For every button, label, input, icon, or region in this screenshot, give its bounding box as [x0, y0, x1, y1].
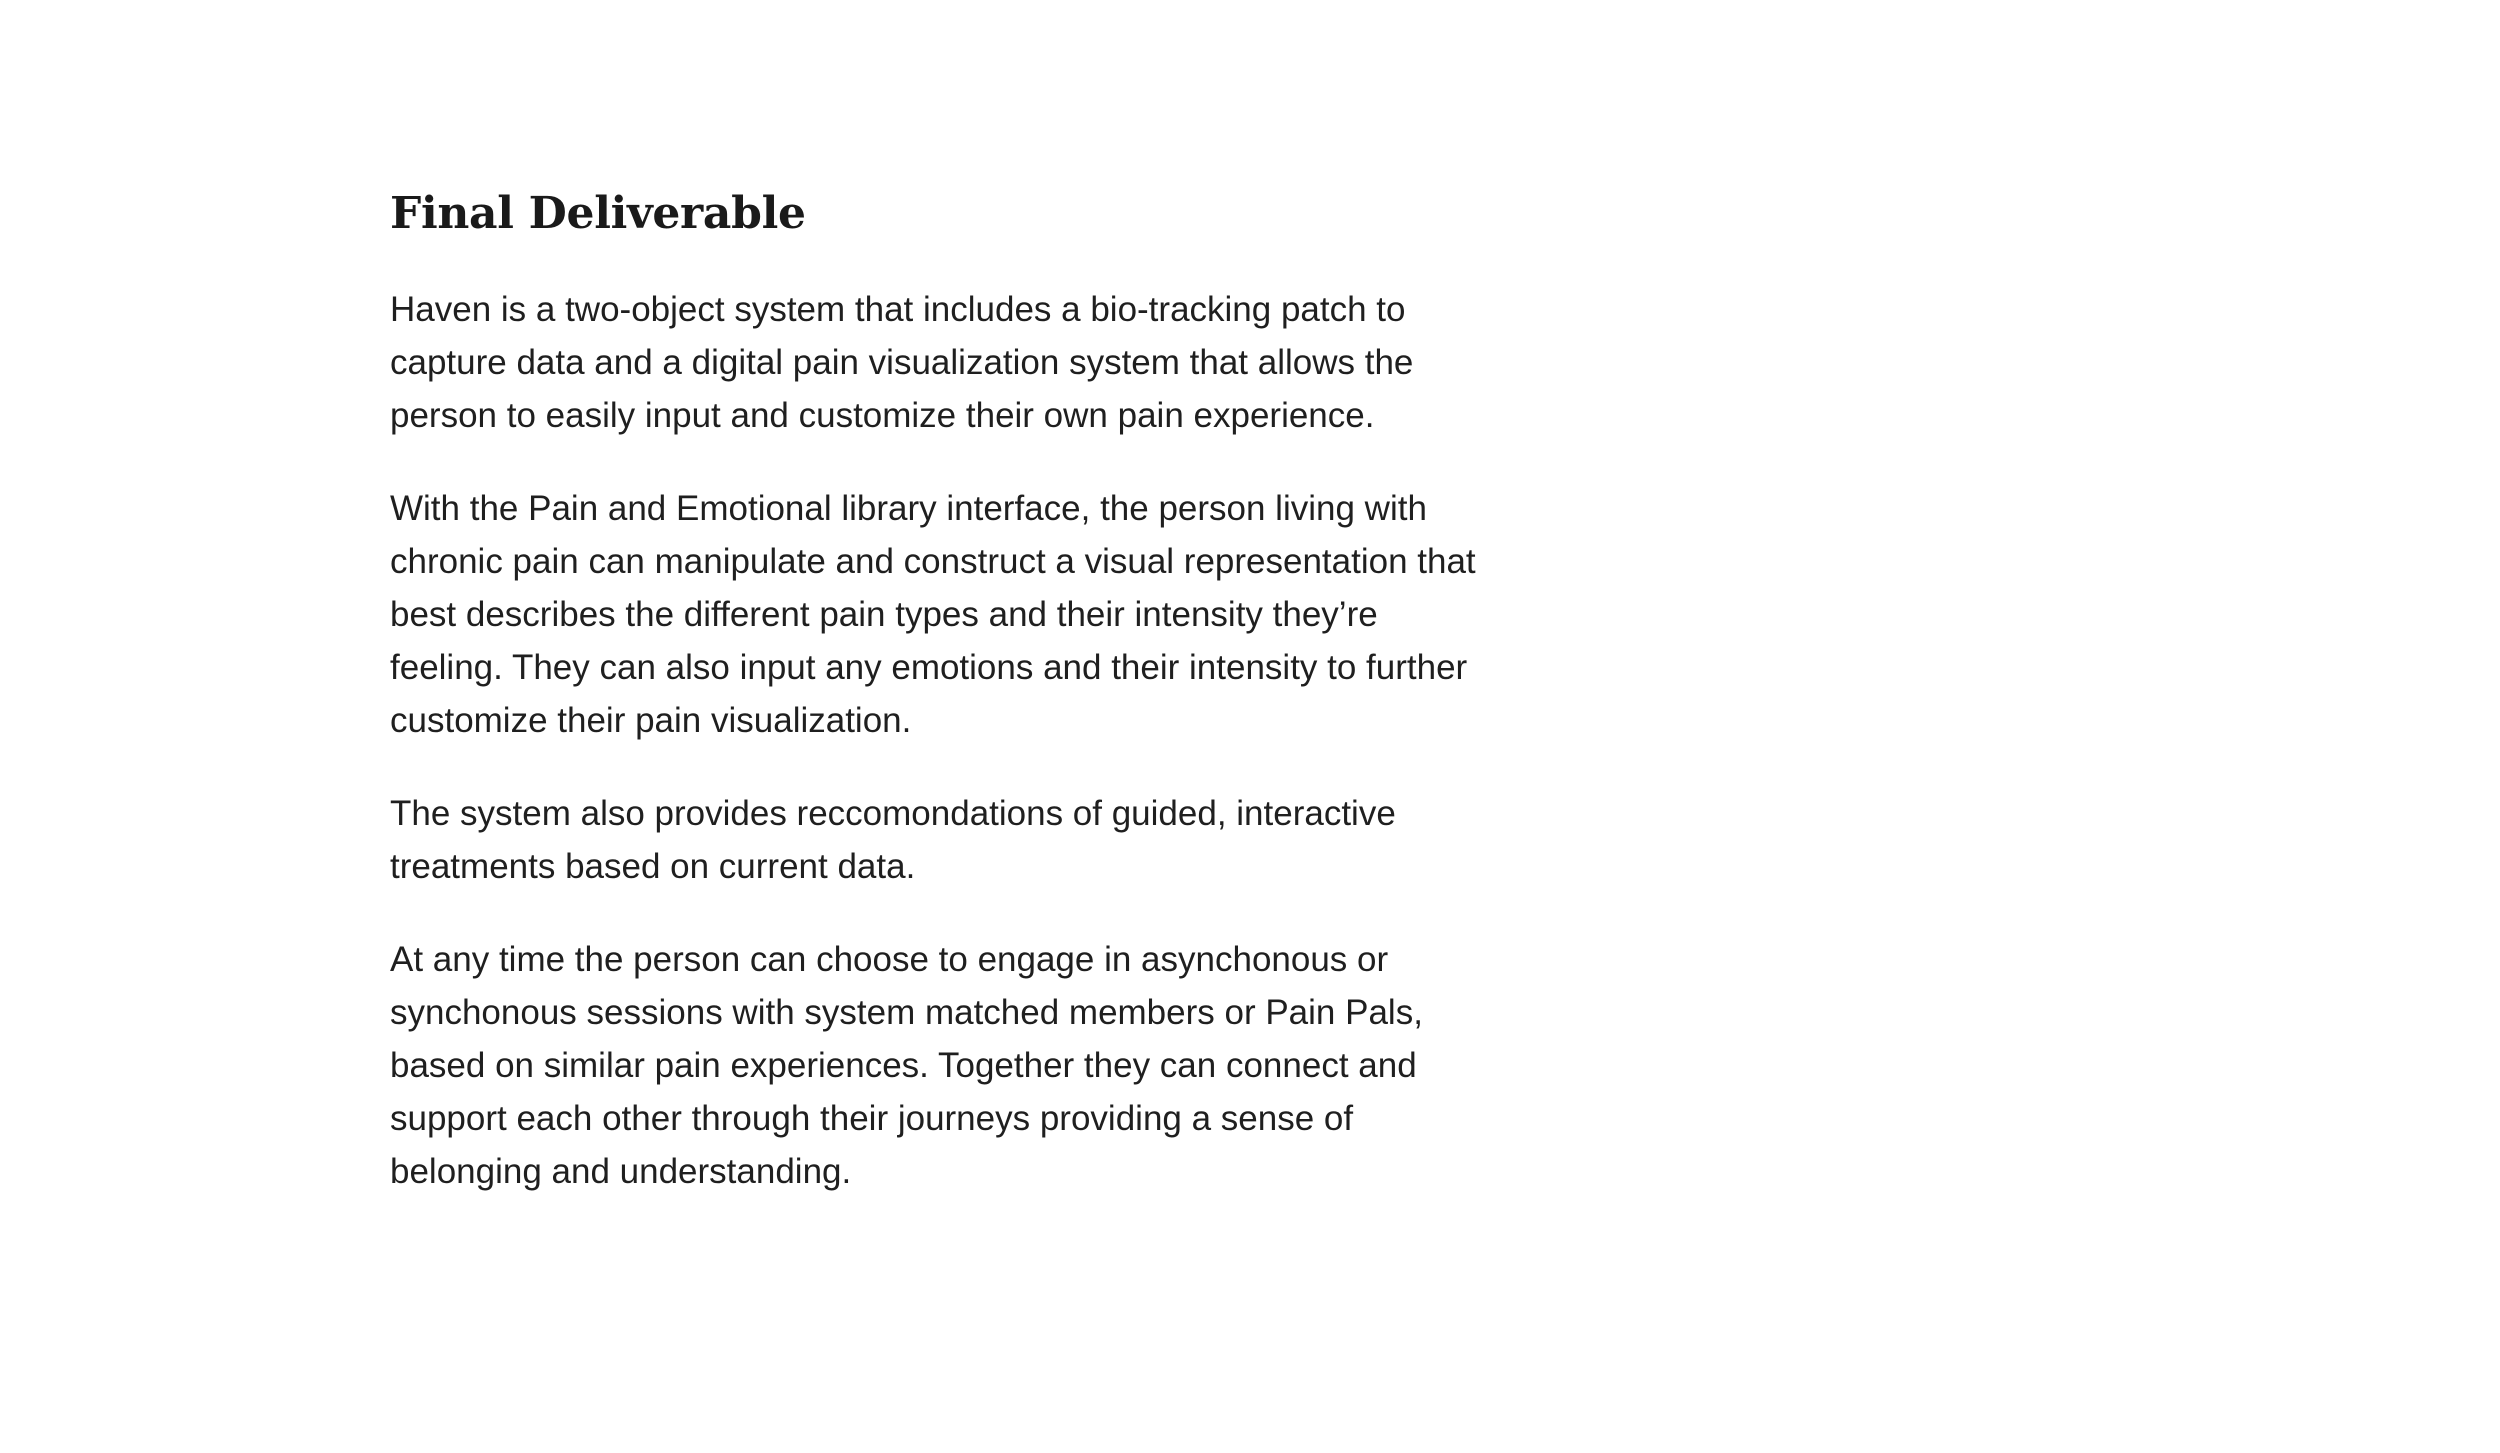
section-title: Final Deliverable — [390, 188, 806, 239]
article-content — [390, 188, 1480, 1238]
paragraph-pain-pals: At any time the person can choose to engage in asynchonous or synchonous sessions with system matched members or Pain Pals, based on similar pain experiences. Together they can connect and support each other through their journeys providing a sense of belonging and understanding. — [390, 939, 1423, 1191]
paragraph-library-interface: With the Pain and Emotional library interface, the person living with chronic pain can manipulate and construct a visual representation that best describes the different pain types and their intensity they’re feeling. They can also input any emotions and their intensity to further customize their pain visualization. — [390, 488, 1476, 740]
paragraph-recommendations: The system also provides reccomondations of guided, interactive treatments based on current data. — [390, 793, 1396, 886]
paragraph-intro: Haven is a two-object system that includes a bio-tracking patch to capture data and a digital pain visualization system that allows the person to easily input and customize their own pain experience. — [390, 289, 1414, 435]
